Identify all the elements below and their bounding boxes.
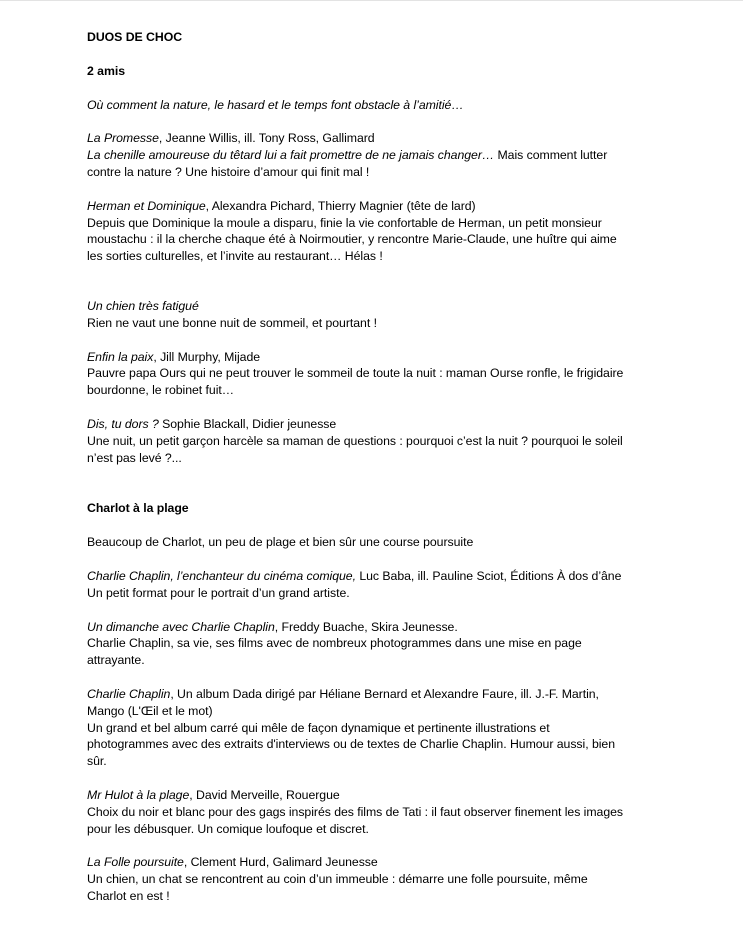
book-description-line: Depuis que Dominique la moule a disparu, finie la vie confortable de Herman, un petit monsieur bbox=[87, 215, 602, 230]
book-entry-album-dada bbox=[87, 686, 687, 770]
section-title-duos: DUOS DE CHOC bbox=[87, 30, 183, 44]
book-description-line: attrayante. bbox=[87, 653, 145, 668]
book-entry-un-dimanche bbox=[87, 619, 687, 669]
book-heading bbox=[87, 619, 687, 636]
book-heading bbox=[87, 198, 687, 215]
document-body bbox=[87, 29, 687, 905]
book-description-line: photogrammes avec des extraits d'interviews ou de textes de Charlie Chaplin. Humour aussi, bien bbox=[87, 737, 615, 752]
section-intro-charlot: Beaucoup de Charlot, un peu de plage et bien sûr une course poursuite bbox=[87, 535, 474, 550]
book-entry-herman-et-dominique bbox=[87, 198, 687, 265]
book-description-line: contre la nature ? Une histoire d’amour qui finit mal ! bbox=[87, 164, 370, 179]
book-heading bbox=[87, 416, 687, 433]
book-description-line: Charlot en est ! bbox=[87, 888, 170, 903]
book-credits: , Alexandra Pichard, Thierry Magnier (tête de lard) bbox=[205, 198, 476, 213]
book-description-line: moustachu : il la cherche chaque été à Noirmoutier, y rencontre Marie-Claude, une huître qui aime bbox=[87, 232, 617, 247]
book-entry-mr-hulot bbox=[87, 787, 687, 837]
book-description-line: n’est pas levé ?... bbox=[87, 450, 182, 465]
book-description-line: Une nuit, un petit garçon harcèle sa maman de questions : pourquoi c’est la nuit ? pourquoi le soleil bbox=[87, 433, 623, 448]
book-description: La chenille amoureuse du têtard lui a fait promettre de ne jamais changer… Mais comment lutter bbox=[87, 148, 608, 163]
book-heading bbox=[87, 568, 687, 585]
book-heading bbox=[87, 854, 687, 871]
book-title: Un dimanche avec Charlie Chaplin bbox=[87, 619, 275, 634]
book-entry-la-promesse bbox=[87, 130, 687, 180]
book-description-line: Choix du noir et blanc pour des gags inspirés des films de Tati : il faut observer finement les images bbox=[87, 804, 624, 819]
book-credits: , Clement Hurd, Galimard Jeunesse bbox=[183, 855, 378, 870]
book-description-line: Un chien, un chat se rencontrent au coin d’un immeuble : démarre une folle poursuite, même bbox=[87, 872, 588, 887]
section-title-charlot: Charlot à la plage bbox=[87, 501, 189, 516]
section-subtitle-amis: 2 amis bbox=[87, 63, 125, 78]
book-credits-line: Mango (L'Œil et le mot) bbox=[87, 703, 213, 718]
book-description-line: Charlie Chaplin, sa vie, ses films avec de nombreux photogrammes dans une mise en page bbox=[87, 636, 582, 651]
book-description-line: Un grand et bel album carré qui mêle de façon dynamique et pertinente illustrations et bbox=[87, 720, 550, 735]
book-entry-dis-tu-dors bbox=[87, 416, 687, 466]
book-entry-folle-poursuite bbox=[87, 854, 687, 904]
book-title: Enfin la paix bbox=[87, 349, 154, 364]
book-description-line: bourdonne, le robinet fuit… bbox=[87, 383, 234, 398]
book-heading bbox=[87, 686, 687, 703]
book-title: Herman et Dominique bbox=[87, 198, 206, 213]
book-credits: , David Merveille, Rouergue bbox=[189, 787, 340, 802]
book-credits: , Freddy Buache, Skira Jeunesse. bbox=[274, 619, 458, 634]
book-heading bbox=[87, 787, 687, 804]
book-credits: , Un album Dada dirigé par Héliane Bernard et Alexandre Faure, ill. J.-F. Martin, bbox=[170, 686, 599, 701]
book-entry-enfin-la-paix bbox=[87, 349, 687, 399]
book-credits: , Jeanne Willis, ill. Tony Ross, Gallimard bbox=[158, 131, 375, 146]
book-title: La Promesse bbox=[87, 131, 159, 146]
book-heading bbox=[87, 349, 687, 366]
book-credits: Luc Baba, ill. Pauline Sciot, Éditions À dos d’âne bbox=[355, 568, 622, 583]
book-credits: , Jill Murphy, Mijade bbox=[153, 349, 261, 364]
book-credits: Sophie Blackall, Didier jeunesse bbox=[158, 416, 337, 431]
book-description-line: Pauvre papa Ours qui ne peut trouver le sommeil de toute la nuit : maman Ourse ronfle, le frigidaire bbox=[87, 366, 624, 381]
book-title: Dis, tu dors ? bbox=[87, 416, 159, 431]
section-intro-chien: Rien ne vaut une bonne nuit de sommeil, et pourtant ! bbox=[87, 315, 377, 330]
book-title: Charlie Chaplin, l’enchanteur du cinéma comique, bbox=[87, 568, 356, 583]
book-entry-enchanteur bbox=[87, 568, 687, 602]
book-description-line: Un petit format pour le portrait d’un grand artiste. bbox=[87, 585, 350, 600]
book-title: La Folle poursuite bbox=[87, 855, 184, 870]
book-title: Charlie Chaplin bbox=[87, 686, 171, 701]
book-heading bbox=[87, 130, 687, 147]
book-description-line: sûr. bbox=[87, 754, 107, 769]
book-description-line: pour les débusquer. Un comique loufoque et discret. bbox=[87, 821, 369, 836]
book-title: Mr Hulot à la plage bbox=[87, 787, 190, 802]
book-description-line: les sorties culturelles, et l’invite au restaurant… Hélas ! bbox=[87, 249, 383, 264]
section-intro-amis: Où comment la nature, le hasard et le temps font obstacle à l’amitié… bbox=[87, 97, 464, 112]
section-title-chien: Un chien très fatigué bbox=[87, 298, 199, 313]
